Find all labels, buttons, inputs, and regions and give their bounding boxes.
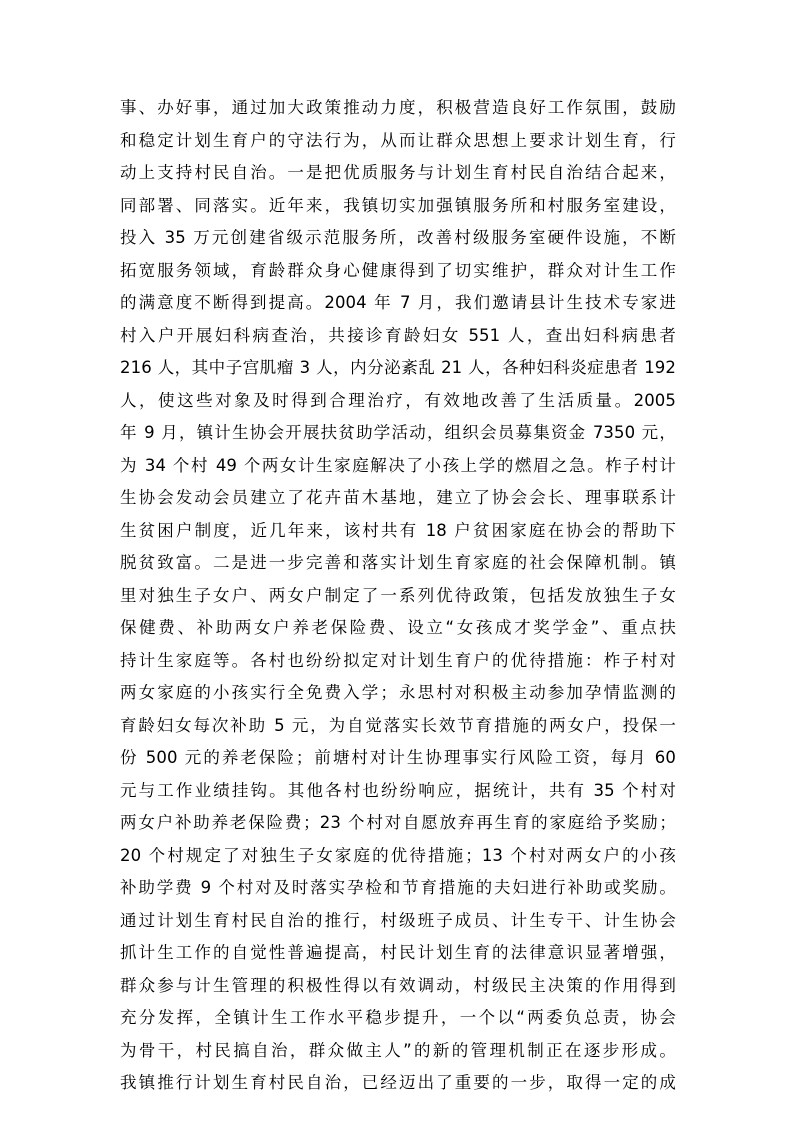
text-line: 抓计生工作的自觉性普遍提高，村民计划生育的法律意识显著增强， [120,943,676,962]
text-line: 拓宽服务领域，育龄群众身心健康得到了切实维护，群众对计生工作 [120,260,676,280]
text-line: 我镇推行计划生育村民自治，已经迈出了重要的一步，取得一定的成 [120,1073,676,1092]
text-line: 补助学费 9 个村对及时落实孕检和节育措施的夫妇进行补助或奖励。 [120,878,676,897]
text-line: 份 500 元的养老保险；前塘村对计生协理事实行风险工资，每月 60 [120,748,676,767]
text-line: 里对独生子女户、两女户制定了一系列优待政策，包括发放独生子女 [120,585,676,605]
text-line: 育龄妇女每次补助 5 元，为自觉落实长效节育措施的两女户，投保一 [120,715,676,735]
body-text [120,92,676,1100]
text-line: 同部署、同落实。近年来，我镇切实加强镇服务所和村服务室建设， [120,195,676,215]
text-line: 216 人，其中子宫肌瘤 3 人，内分泌紊乱 21 人，各种妇科炎症患者 192 [120,358,676,377]
text-line: 通过计划生育村民自治的推行，村级班子成员、计生专干、计生协会 [120,910,676,930]
text-line: 20 个村规定了对独生子女家庭的优待措施；13 个村对两女户的小孩 [120,845,676,865]
text-line: 事、办好事，通过加大政策推动力度，积极营造良好工作氛围，鼓励 [120,98,676,117]
text-line: 持计生家庭等。各村也纷纷拟定对计划生育户的优待措施：柞子村对 [120,650,676,670]
text-line: 年 9 月，镇计生协会开展扶贫助学活动，组织会员募集资金 7350 元， [120,423,676,442]
text-line: 群众参与计生管理的积极性得以有效调动，村级民主决策的作用得到 [120,975,676,995]
text-line: 脱贫致富。二是进一步完善和落实计划生育家庭的社会保障机制。镇 [120,553,676,572]
text-line: 充分发挥，全镇计生工作水平稳步提升，一个以“两委负总责，协会 [120,1008,676,1027]
text-line: 人，使这些对象及时得到合理治疗，有效地改善了生活质量。2005 [120,390,676,410]
text-line: 村入户开展妇科病查治，共接诊育龄妇女 551 人，查出妇科病患者 [120,325,676,345]
text-line: 为 34 个村 49 个两女计生家庭解决了小孩上学的燃眉之急。柞子村计 [120,455,676,475]
text-line: 两女家庭的小孩实行全免费入学；永思村对积极主动参加孕情监测的 [120,683,676,702]
text-line: 生贫困户制度，近几年来，该村共有 18 户贫困家庭在协会的帮助下 [120,520,676,540]
text-line: 两女户补助养老保险费；23 个村对自愿放弃再生育的家庭给予奖励； [120,813,676,832]
text-line: 为骨干，村民搞自治，群众做主人”的新的管理机制正在逐步形成。 [120,1040,676,1060]
text-line: 保健费、补助两女户养老保险费、设立“女孩成才奖学金”、重点扶 [120,618,676,637]
text-line: 的满意度不断得到提高。2004 年 7 月，我们邀请县计生技术专家进 [120,293,676,312]
text-line: 投入 35 万元创建省级示范服务所，改善村级服务室硬件设施，不断 [120,228,676,247]
text-line: 元与工作业绩挂钩。其他各村也纷纷响应，据统计，共有 35 个村对 [120,780,676,800]
text-line: 和稳定计划生育户的守法行为，从而让群众思想上要求计划生育，行 [120,130,676,150]
text-line: 动上支持村民自治。一是把优质服务与计划生育村民自治结合起来， [120,163,676,182]
text-line: 生协会发动会员建立了花卉苗木基地，建立了协会会长、理事联系计 [120,488,676,507]
